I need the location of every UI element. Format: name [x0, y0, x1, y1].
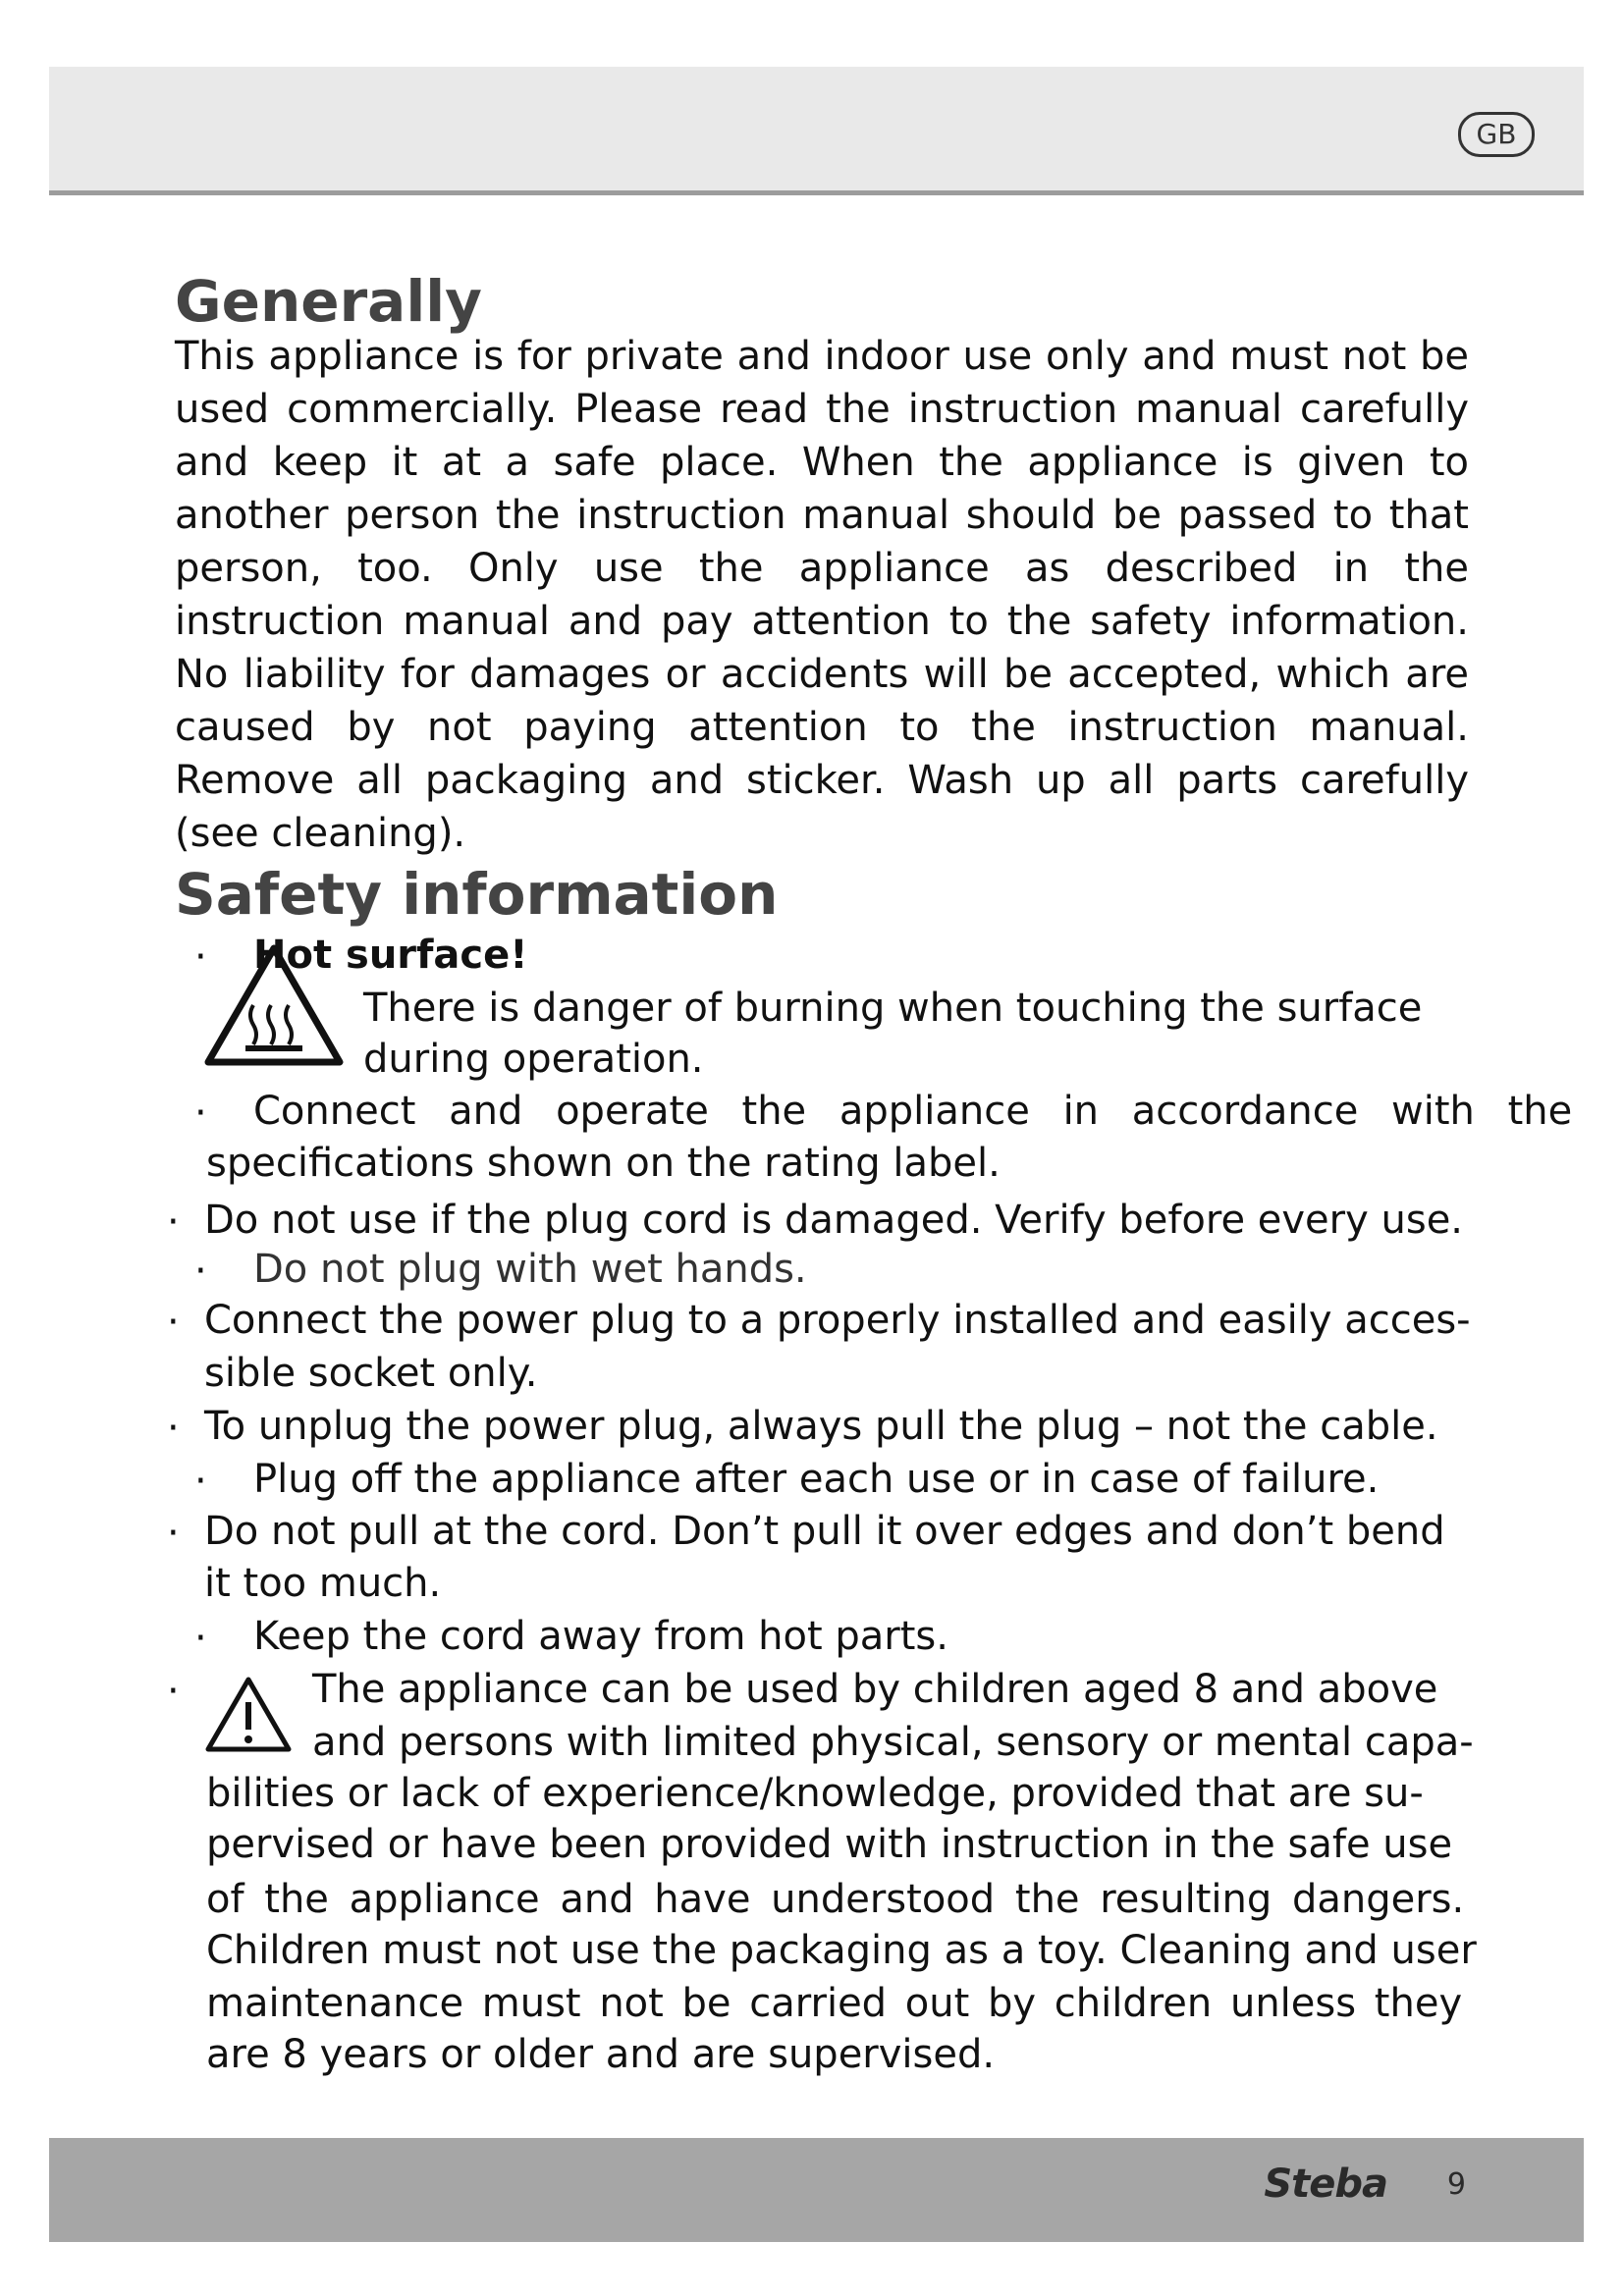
safety-item-pull-line-2: it too much.	[204, 1561, 442, 1606]
safety-item-connect-line-1: Connect and operate the appliance in accordance with the	[253, 1089, 1573, 1134]
bullet-dot: ·	[194, 934, 207, 980]
general-warning-icon	[204, 1675, 293, 1753]
children-text-line-2: and persons with limited physical, sensory or mental capa-	[312, 1720, 1474, 1765]
safety-item-socket-line-1: Connect the power plug to a properly installed and easily acces-	[204, 1298, 1471, 1343]
brand-logo: Steba	[1264, 2162, 1387, 2207]
safety-item-plug-off: Plug off the appliance after each use or in case of failure.	[253, 1457, 1380, 1502]
hot-surface-title: Hot surface!	[253, 933, 528, 978]
children-text-line-8: are 8 years or older and are supervised.	[206, 2032, 996, 2077]
page-number: 9	[1446, 2167, 1466, 2202]
children-text-line-5: of the appliance and have understood the resulting dangers.	[206, 1877, 1465, 1922]
general-text: This appliance is for private and indoor use only and must not be used commercially. Please read the instruction manual carefully and keep it at a safe place. When the appliance is given to another person the instruction manual should be passed to that person, too. Only use the appliance as described in the instruction manual and pay attention to the safety information. No liability for damages or accidents will be accepted, which are caused by not paying attention to the instruction manual. Remove all packaging and sticker. Wash up all parts carefully (see cleaning).	[175, 334, 1469, 856]
safety-item-cord-damaged: Do not use if the plug cord is damaged. Verify before every use.	[204, 1198, 1464, 1243]
children-text-line-6: Children must not use the packaging as a toy. Cleaning and user	[206, 1928, 1477, 1973]
bullet-dot: ·	[167, 1511, 180, 1556]
safety-item-wet-hands: Do not plug with wet hands.	[253, 1247, 807, 1292]
bullet-dot: ·	[167, 1300, 180, 1345]
bullet-dot: ·	[167, 1669, 180, 1714]
hot-surface-text-line-1: There is danger of burning when touching the surface	[363, 986, 1423, 1031]
section-heading-safety: Safety information	[175, 861, 779, 928]
children-text-line-1: The appliance can be used by children aged 8 and above	[312, 1667, 1438, 1712]
safety-item-socket-line-2: sible socket only.	[204, 1351, 538, 1396]
page-header	[49, 67, 1584, 195]
children-text-line-7: maintenance must not be carried out by children unless they	[206, 1981, 1463, 2026]
bullet-dot: ·	[167, 1200, 180, 1245]
language-badge: GB	[1458, 112, 1535, 157]
bullet-dot: ·	[167, 1406, 180, 1451]
bullet-dot: ·	[194, 1249, 207, 1294]
safety-item-connect-line-2: specifications shown on the rating label.	[206, 1141, 1001, 1186]
safety-item-pull-line-1: Do not pull at the cord. Don’t pull it over edges and don’t bend	[204, 1509, 1445, 1554]
bullet-dot: ·	[194, 1459, 207, 1504]
hot-surface-text-line-2: during operation.	[363, 1037, 704, 1082]
children-text-line-4: pervised or have been provided with instruction in the safe use	[206, 1822, 1453, 1867]
bullet-dot: ·	[194, 1091, 207, 1136]
children-text-line-3: bilities or lack of experience/knowledge, provided that are su-	[206, 1771, 1424, 1816]
bullet-dot: ·	[194, 1616, 207, 1661]
section-heading-generally: Generally	[175, 268, 482, 335]
safety-item-unplug: To unplug the power plug, always pull the plug – not the cable.	[204, 1404, 1438, 1449]
safety-item-hot-parts: Keep the cord away from hot parts.	[253, 1614, 948, 1659]
page-footer	[49, 2138, 1584, 2242]
hot-surface-warning-icon	[202, 942, 346, 1068]
